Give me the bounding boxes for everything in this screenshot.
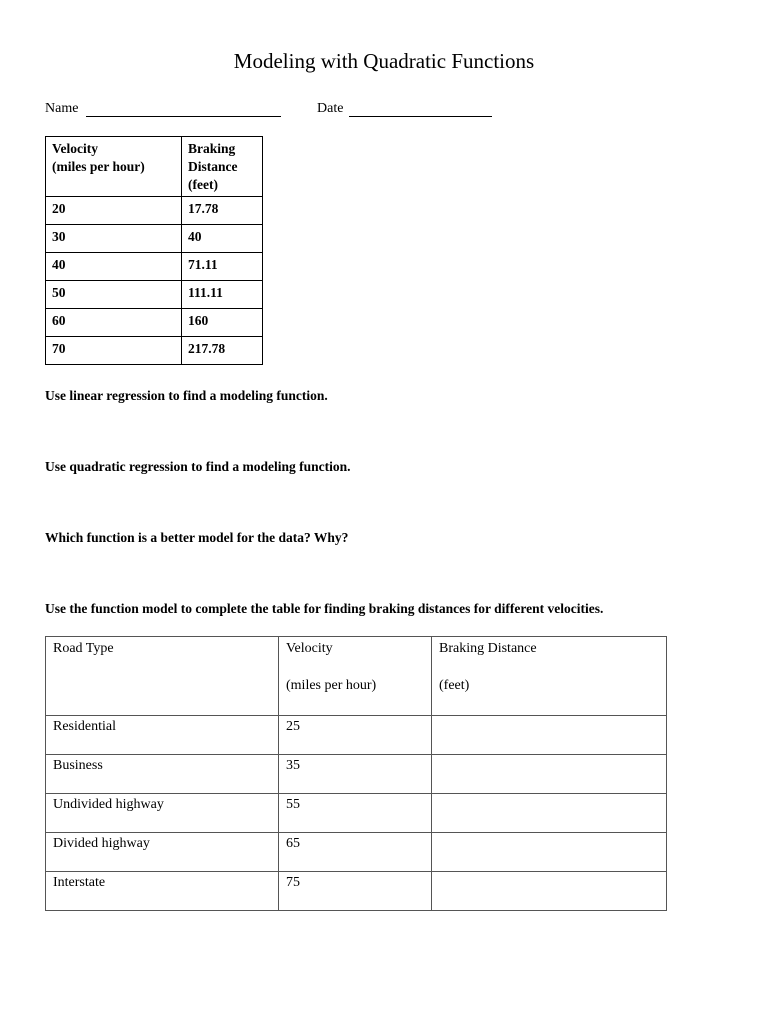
complete-table-prompt: Use the function model to complete the table for finding braking distances for different velocities.	[45, 601, 604, 616]
name-label: Name	[45, 101, 79, 116]
velocity-cell: 75	[279, 872, 432, 911]
table-row	[46, 833, 667, 872]
table-header-row	[46, 637, 667, 716]
date-label: Date	[317, 101, 344, 116]
velocity-cell: 50	[46, 281, 182, 309]
table-row	[46, 225, 263, 253]
header-line: (feet)	[439, 678, 470, 693]
braking-distance-cell: 71.11	[182, 253, 263, 281]
road-type-cell: Business	[46, 755, 279, 794]
table-row	[46, 755, 667, 794]
header-line: Braking	[188, 141, 236, 156]
name-blank-line[interactable]	[86, 116, 281, 117]
road-type-cell: Interstate	[46, 872, 279, 911]
header-line: Velocity	[52, 141, 98, 156]
velocity-header	[46, 137, 182, 197]
braking-distance-cell: 111.11	[182, 281, 263, 309]
table-row	[46, 281, 263, 309]
table-row	[46, 337, 263, 365]
table-row	[46, 309, 263, 337]
braking-distance-cell: 217.78	[182, 337, 263, 365]
braking-distance-cell: 160	[182, 309, 263, 337]
date-blank-line[interactable]	[349, 116, 492, 117]
header-line: Velocity	[286, 641, 333, 656]
velocity-cell: 60	[46, 309, 182, 337]
braking-distance-cell: 17.78	[182, 197, 263, 225]
velocity-braking-data-table	[45, 136, 263, 365]
header-line: Distance	[188, 159, 238, 174]
header-line: (miles per hour)	[52, 159, 145, 174]
braking-distance-cell: 40	[182, 225, 263, 253]
velocity-cell: 65	[279, 833, 432, 872]
velocity-cell: 70	[46, 337, 182, 365]
braking-distance-answer-cell[interactable]	[432, 794, 667, 833]
table-row	[46, 253, 263, 281]
header-line: Braking Distance	[439, 641, 537, 656]
header-line: (feet)	[188, 177, 218, 192]
braking-distance-answer-cell[interactable]	[432, 755, 667, 794]
velocity-cell: 40	[46, 253, 182, 281]
braking-distance-answer-cell[interactable]	[432, 872, 667, 911]
velocity-cell: 30	[46, 225, 182, 253]
velocity-cell: 55	[279, 794, 432, 833]
velocity-cell: 25	[279, 716, 432, 755]
worksheet-title: Modeling with Quadratic Functions	[233, 49, 535, 73]
table-row	[46, 197, 263, 225]
better-model-prompt: Which function is a better model for the data? Why?	[45, 530, 349, 545]
linear-regression-prompt: Use linear regression to find a modeling function.	[45, 388, 328, 403]
road-type-header: Road Type	[46, 637, 279, 716]
braking-distance-answer-cell[interactable]	[432, 716, 667, 755]
road-type-table	[45, 636, 667, 911]
velocity-cell: 20	[46, 197, 182, 225]
road-type-cell: Divided highway	[46, 833, 279, 872]
table-header-row	[46, 137, 263, 197]
quadratic-regression-prompt: Use quadratic regression to find a modeling function.	[45, 459, 351, 474]
velocity-cell: 35	[279, 755, 432, 794]
braking-distance-header	[182, 137, 263, 197]
header-line: (miles per hour)	[286, 678, 377, 693]
road-type-cell: Residential	[46, 716, 279, 755]
table-row	[46, 872, 667, 911]
braking-distance-answer-cell[interactable]	[432, 833, 667, 872]
braking-distance-header	[432, 637, 667, 716]
velocity-header	[279, 637, 432, 716]
table-row	[46, 794, 667, 833]
road-type-cell: Undivided highway	[46, 794, 279, 833]
table-row	[46, 716, 667, 755]
